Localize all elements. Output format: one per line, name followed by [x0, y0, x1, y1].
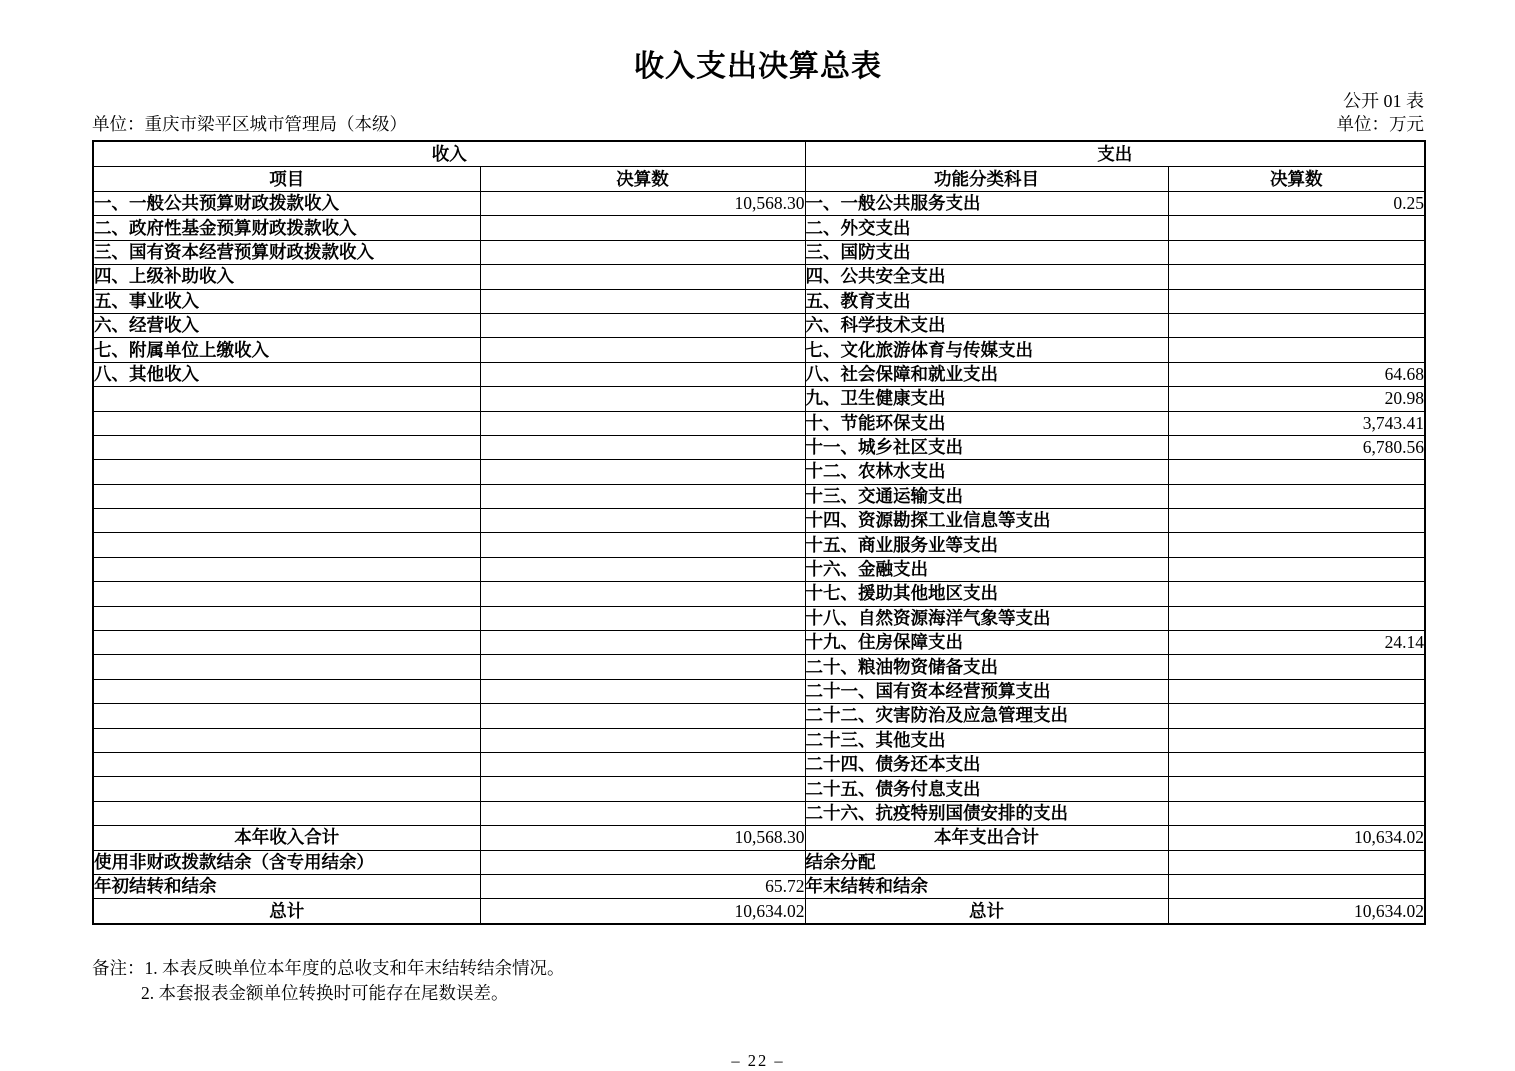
- income-item-cell: [93, 606, 480, 630]
- income-amount-cell: [480, 655, 805, 679]
- expense-item-cell: 二十三、其他支出: [805, 728, 1168, 752]
- income-item-cell: [93, 387, 480, 411]
- table-row: [93, 362, 1425, 386]
- income-amount-cell: [480, 606, 805, 630]
- expense-item-cell: 十五、商业服务业等支出: [805, 533, 1168, 557]
- income-amount-cell: 65.72: [480, 874, 805, 898]
- column-header-expense-amount: 决算数: [1168, 167, 1425, 192]
- income-amount-cell: [480, 801, 805, 825]
- table-row: [93, 289, 1425, 313]
- table-row: [93, 216, 1425, 240]
- expense-item-cell: 八、社会保障和就业支出: [805, 362, 1168, 386]
- expense-amount-cell: 3,743.41: [1168, 411, 1425, 435]
- expense-amount-cell: [1168, 752, 1425, 776]
- income-amount-cell: [480, 509, 805, 533]
- column-header-row: [93, 167, 1425, 192]
- table-row: [93, 557, 1425, 581]
- expense-item-cell: 十三、交通运输支出: [805, 484, 1168, 508]
- expense-amount-cell: 6,780.56: [1168, 435, 1425, 459]
- income-item-cell: [93, 655, 480, 679]
- table-row: [93, 704, 1425, 728]
- expense-amount-cell: [1168, 606, 1425, 630]
- table-row: [93, 679, 1425, 703]
- income-item-cell: [93, 533, 480, 557]
- expense-item-cell: 二十一、国有资本经营预算支出: [805, 679, 1168, 703]
- summary-row: [93, 899, 1425, 924]
- income-item-cell: 使用非财政拨款结余（含专用结余）: [93, 850, 480, 874]
- expense-amount-cell: [1168, 338, 1425, 362]
- table-row: [93, 192, 1425, 216]
- expense-amount-cell: [1168, 582, 1425, 606]
- expense-amount-cell: [1168, 216, 1425, 240]
- income-item-cell: [93, 704, 480, 728]
- expense-item-cell: 十六、金融支出: [805, 557, 1168, 581]
- income-amount-cell: [480, 679, 805, 703]
- income-amount-cell: [480, 338, 805, 362]
- unit-name-label: 单位：重庆市梁平区城市管理局（本级）: [92, 114, 407, 134]
- note-line-2: 2. 本套报表金额单位转换时可能存在尾数误差。: [141, 982, 509, 1003]
- income-amount-cell: [480, 362, 805, 386]
- income-amount-cell: [480, 313, 805, 337]
- expense-item-cell: 一、一般公共服务支出: [805, 192, 1168, 216]
- summary-row: [93, 874, 1425, 898]
- income-item-cell: 三、国有资本经营预算财政拨款收入: [93, 240, 480, 264]
- table-row: [93, 606, 1425, 630]
- income-amount-cell: [480, 777, 805, 801]
- income-item-cell: [93, 435, 480, 459]
- expense-item-cell: 七、文化旅游体育与传媒支出: [805, 338, 1168, 362]
- income-item-cell: [93, 631, 480, 655]
- income-item-cell: 年初结转和结余: [93, 874, 480, 898]
- table-row: [93, 631, 1425, 655]
- expense-amount-cell: [1168, 704, 1425, 728]
- income-item-cell: [93, 509, 480, 533]
- income-amount-cell: [480, 240, 805, 264]
- income-item-cell: [93, 777, 480, 801]
- table-row: [93, 265, 1425, 289]
- expense-item-cell: 五、教育支出: [805, 289, 1168, 313]
- expense-amount-cell: [1168, 777, 1425, 801]
- expense-amount-cell: 10,634.02: [1168, 899, 1425, 924]
- income-item-cell: 八、其他收入: [93, 362, 480, 386]
- expense-item-cell: 十九、住房保障支出: [805, 631, 1168, 655]
- income-amount-cell: [480, 704, 805, 728]
- expense-item-cell: 二十五、债务付息支出: [805, 777, 1168, 801]
- expense-amount-cell: [1168, 801, 1425, 825]
- expense-amount-cell: [1168, 509, 1425, 533]
- expense-amount-cell: [1168, 313, 1425, 337]
- income-amount-cell: [480, 484, 805, 508]
- table-row: [93, 240, 1425, 264]
- income-amount-cell: [480, 582, 805, 606]
- expense-amount-cell: [1168, 874, 1425, 898]
- column-header-item: 项目: [93, 167, 480, 192]
- income-amount-cell: 10,568.30: [480, 192, 805, 216]
- table-row: [93, 460, 1425, 484]
- income-amount-cell: [480, 557, 805, 581]
- income-amount-cell: [480, 631, 805, 655]
- income-amount-cell: [480, 265, 805, 289]
- expense-item-cell: 十一、城乡社区支出: [805, 435, 1168, 459]
- document-page: [92, 0, 1424, 1071]
- notes-block: [92, 956, 1424, 1006]
- expense-item-cell: 二十二、灾害防治及应急管理支出: [805, 704, 1168, 728]
- table-row: [93, 777, 1425, 801]
- expense-amount-cell: [1168, 850, 1425, 874]
- income-amount-cell: 10,568.30: [480, 826, 805, 850]
- income-item-cell: [93, 557, 480, 581]
- income-item-cell: [93, 460, 480, 484]
- table-row: [93, 801, 1425, 825]
- section-header-row: [93, 141, 1425, 167]
- page-title: 收入支出决算总表: [634, 50, 882, 83]
- table-row: [93, 728, 1425, 752]
- expense-amount-cell: [1168, 460, 1425, 484]
- income-item-cell: 一、一般公共预算财政拨款收入: [93, 192, 480, 216]
- expense-item-cell: 十二、农林水支出: [805, 460, 1168, 484]
- table-row: [93, 533, 1425, 557]
- income-item-cell: 五、事业收入: [93, 289, 480, 313]
- income-item-cell: [93, 582, 480, 606]
- expense-amount-cell: 64.68: [1168, 362, 1425, 386]
- expense-item-cell: 十四、资源勘探工业信息等支出: [805, 509, 1168, 533]
- expense-amount-cell: [1168, 484, 1425, 508]
- expense-item-cell: 十八、自然资源海洋气象等支出: [805, 606, 1168, 630]
- income-item-cell: 四、上级补助收入: [93, 265, 480, 289]
- expense-amount-cell: [1168, 655, 1425, 679]
- income-amount-cell: [480, 435, 805, 459]
- expense-item-cell: 结余分配: [805, 850, 1168, 874]
- table-row: [93, 509, 1425, 533]
- expense-item-cell: 二十四、债务还本支出: [805, 752, 1168, 776]
- table-row: [93, 435, 1425, 459]
- income-amount-cell: [480, 216, 805, 240]
- expense-amount-cell: [1168, 557, 1425, 581]
- expense-item-cell: 本年支出合计: [805, 826, 1168, 850]
- table-row: [93, 582, 1425, 606]
- table-row: [93, 338, 1425, 362]
- summary-row: [93, 850, 1425, 874]
- table-row: [93, 484, 1425, 508]
- expense-item-cell: 二十、粮油物资储备支出: [805, 655, 1168, 679]
- expense-item-cell: 十、节能环保支出: [805, 411, 1168, 435]
- table-code-label: 公开 01 表: [1343, 91, 1424, 111]
- expense-amount-cell: [1168, 289, 1425, 313]
- unit-row: [92, 112, 1424, 137]
- column-header-subject: 功能分类科目: [805, 167, 1168, 192]
- expense-item-cell: 四、公共安全支出: [805, 265, 1168, 289]
- unit-measure-label: 单位：万元: [1336, 114, 1424, 134]
- income-item-cell: [93, 484, 480, 508]
- table-row: [93, 655, 1425, 679]
- expense-amount-cell: [1168, 240, 1425, 264]
- expense-item-cell: 二十六、抗疫特别国债安排的支出: [805, 801, 1168, 825]
- income-amount-cell: [480, 460, 805, 484]
- column-header-income-amount: 决算数: [480, 167, 805, 192]
- expense-amount-cell: 0.25: [1168, 192, 1425, 216]
- expense-amount-cell: [1168, 679, 1425, 703]
- expense-amount-cell: 24.14: [1168, 631, 1425, 655]
- expense-amount-cell: [1168, 728, 1425, 752]
- income-amount-cell: [480, 387, 805, 411]
- expense-amount-cell: [1168, 533, 1425, 557]
- expenditure-section-header: 支出: [805, 141, 1425, 167]
- income-item-cell: 七、附属单位上缴收入: [93, 338, 480, 362]
- income-amount-cell: [480, 850, 805, 874]
- income-section-header: 收入: [93, 141, 805, 167]
- income-amount-cell: [480, 533, 805, 557]
- budget-summary-table: [92, 140, 1426, 925]
- expense-item-cell: 三、国防支出: [805, 240, 1168, 264]
- income-amount-cell: [480, 411, 805, 435]
- income-item-cell: [93, 752, 480, 776]
- income-item-cell: [93, 728, 480, 752]
- income-item-cell: 二、政府性基金预算财政拨款收入: [93, 216, 480, 240]
- income-amount-cell: [480, 752, 805, 776]
- expense-item-cell: 十七、援助其他地区支出: [805, 582, 1168, 606]
- expense-item-cell: 二、外交支出: [805, 216, 1168, 240]
- summary-row: [93, 826, 1425, 850]
- income-amount-cell: 10,634.02: [480, 899, 805, 924]
- income-item-cell: 本年收入合计: [93, 826, 480, 850]
- table-row: [93, 313, 1425, 337]
- page-number: – 22 –: [731, 1050, 785, 1070]
- expense-amount-cell: 10,634.02: [1168, 826, 1425, 850]
- expense-item-cell: 年末结转和结余: [805, 874, 1168, 898]
- table-row: [93, 387, 1425, 411]
- expense-amount-cell: 20.98: [1168, 387, 1425, 411]
- expense-item-cell: 总计: [805, 899, 1168, 924]
- table-row: [93, 752, 1425, 776]
- expense-amount-cell: [1168, 265, 1425, 289]
- income-amount-cell: [480, 728, 805, 752]
- table-row: [93, 411, 1425, 435]
- expense-item-cell: 九、卫生健康支出: [805, 387, 1168, 411]
- income-item-cell: 总计: [93, 899, 480, 924]
- income-item-cell: [93, 679, 480, 703]
- expense-item-cell: 六、科学技术支出: [805, 313, 1168, 337]
- note-line-1: 备注：1. 本表反映单位本年度的总收支和年末结转结余情况。: [92, 957, 565, 978]
- income-amount-cell: [480, 289, 805, 313]
- income-item-cell: [93, 411, 480, 435]
- income-item-cell: 六、经营收入: [93, 313, 480, 337]
- income-item-cell: [93, 801, 480, 825]
